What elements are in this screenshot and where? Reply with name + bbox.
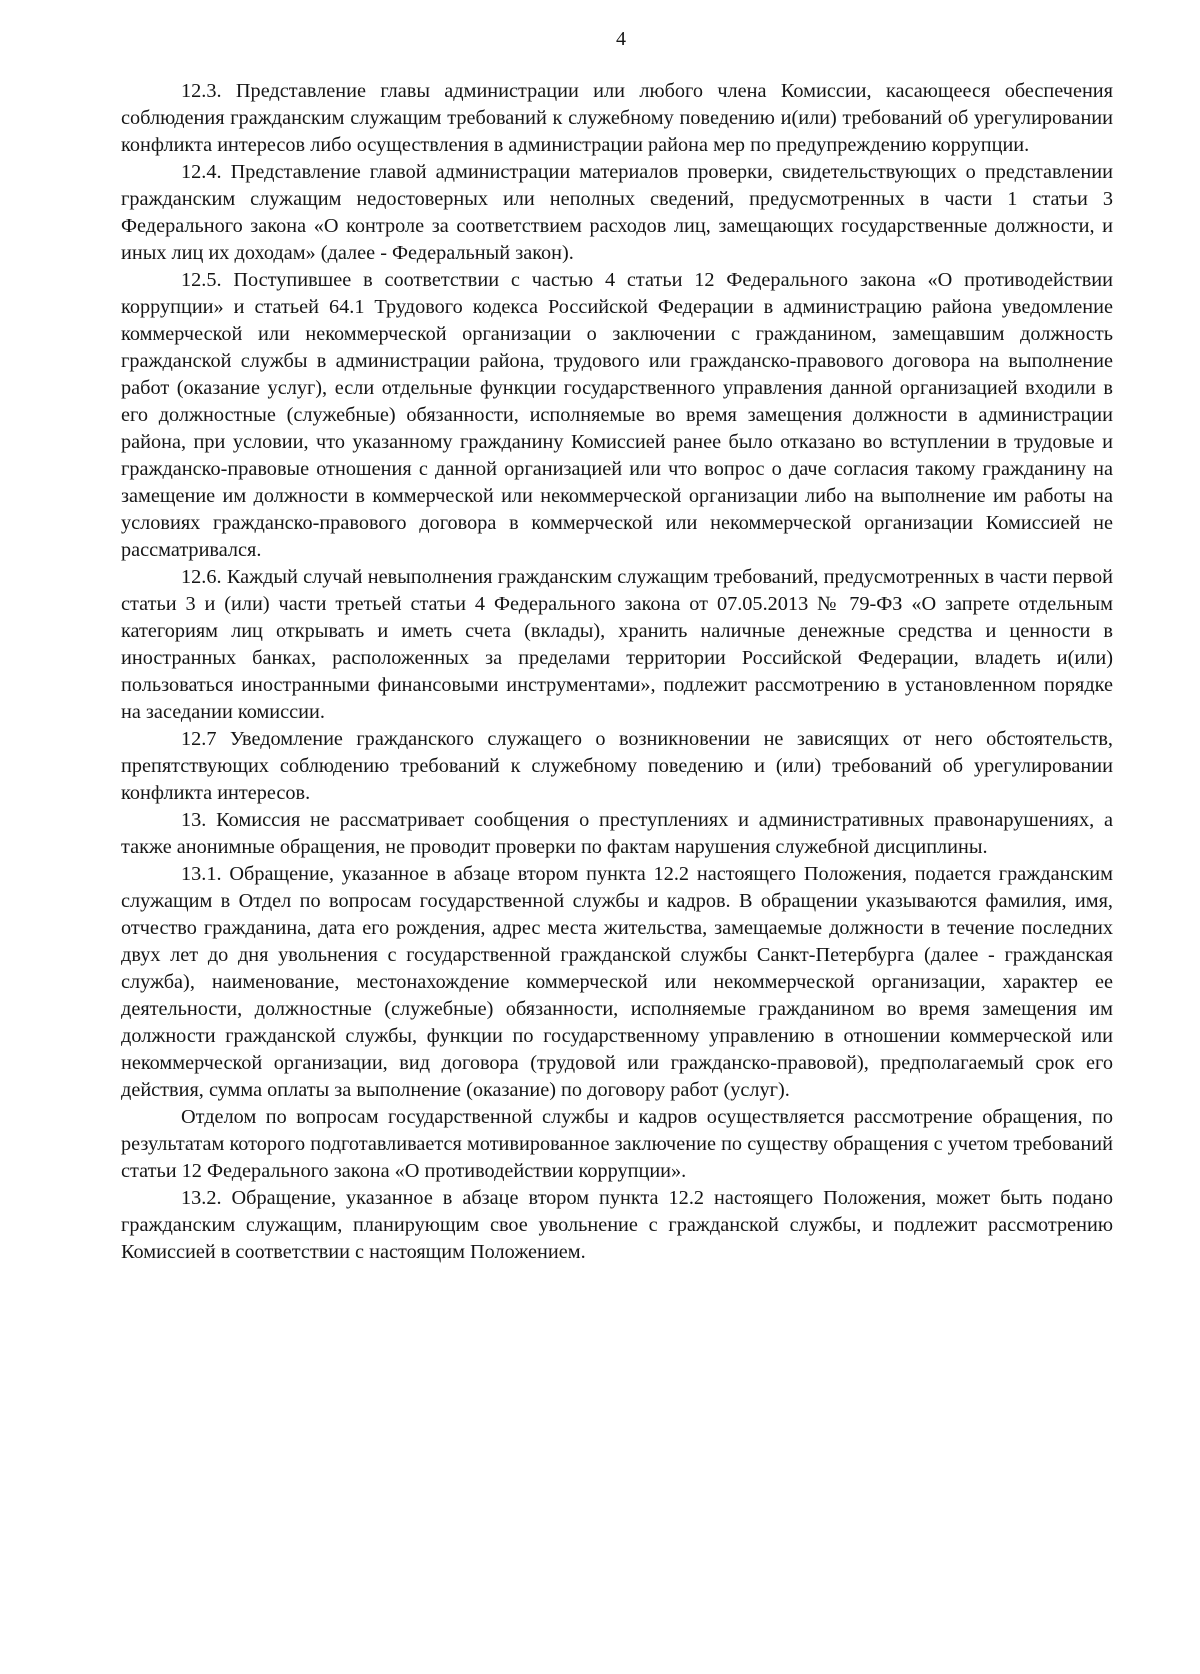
page-number: 4 bbox=[616, 28, 626, 50]
paragraph-12-4: 12.4. Представление главой администрации материалов проверки, свидетельствующих о представлении гражданским служащим недостоверных или неполных сведений, предусмотренных в части 1 статьи 3 Федерального закона «О контроле за соответствием расходов лиц, замещающих государственные должности, и иных лиц их доходам» (далее - Федеральный закон). bbox=[121, 161, 1113, 264]
paragraph-13-2: 13.2. Обращение, указанное в абзаце втором пункта 12.2 настоящего Положения, может быть подано гражданским служащим, планирующим свое увольнение с гражданской службы, и подлежит рассмотрению Комиссией в соответствии с настоящим Положением. bbox=[121, 1187, 1113, 1263]
paragraph-12-3: 12.3. Представление главы администрации или любого члена Комиссии, касающееся обеспечения соблюдения гражданским служащим требований к служебному поведению и(или) требований об урегулировании конфликта интересов либо осуществления в администрации района мер по предупреждению коррупции. bbox=[121, 80, 1113, 156]
paragraph-13-1-review: Отделом по вопросам государственной службы и кадров осуществляется рассмотрение обращения, по результатам которого подготавливается мотивированное заключение по существу обращения с учетом требований статьи 12 Федерального закона «О противодействии коррупции». bbox=[121, 1106, 1113, 1182]
paragraph-12-6: 12.6. Каждый случай невыполнения гражданским служащим требований, предусмотренных в части первой статьи 3 и (или) части третьей статьи 4 Федерального закона от 07.05.2013 № 79-ФЗ «О запрете отдельным категориям лиц открывать и иметь счета (вклады), хранить наличные денежные средства и ценности в иностранных банках, расположенных за пределами территории Российской Федерации, владеть и(или) пользоваться иностранными финансовыми инструментами», подлежит рассмотрению в установленном порядке на заседании комиссии. bbox=[121, 566, 1113, 723]
document-body bbox=[121, 78, 1113, 1266]
paragraph-13-1: 13.1. Обращение, указанное в абзаце втором пункта 12.2 настоящего Положения, подается гражданским служащим в Отдел по вопросам государственной службы и кадров. В обращении указываются фамилия, имя, отчество гражданина, дата его рождения, адрес места жительства, замещаемые должности в течение последних двух лет до дня увольнения с государственной гражданской службы Санкт-Петербурга (далее - гражданская служба), наименование, местонахождение коммерческой или некоммерческой организации, характер ее деятельности, должностные (служебные) обязанности, исполняемые гражданином во время замещения им должности гражданской службы, функции по государственному управлению в отношении коммерческой или некоммерческой организации, вид договора (трудовой или гражданско-правовой), предполагаемый срок его действия, сумма оплаты за выполнение (оказание) по договору работ (услуг). bbox=[121, 863, 1113, 1101]
paragraph-12-7: 12.7 Уведомление гражданского служащего о возникновении не зависящих от него обстоятельств, препятствующих соблюдению требований к служебному поведению и (или) требований об урегулировании конфликта интересов. bbox=[121, 728, 1113, 804]
paragraph-13: 13. Комиссия не рассматривает сообщения о преступлениях и административных правонарушениях, а также анонимные обращения, не проводит проверки по фактам нарушения служебной дисциплины. bbox=[121, 809, 1113, 858]
paragraph-12-5: 12.5. Поступившее в соответствии с частью 4 статьи 12 Федерального закона «О противодействии коррупции» и статьей 64.1 Трудового кодекса Российской Федерации в администрацию района уведомление коммерческой или некоммерческой организации о заключении с гражданином, замещавшим должность гражданской службы в администрации района, трудового или гражданско-правового договора на выполнение работ (оказание услуг), если отдельные функции государственного управления данной организацией входили в его должностные (служебные) обязанности, исполняемые во время замещения должности в администрации района, при условии, что указанному гражданину Комиссией ранее было отказано во вступлении в трудовые и гражданско-правовые отношения с данной организацией или что вопрос о даче согласия такому гражданину на замещение им должности в коммерческой или некоммерческой организации либо на выполнение им работы на условиях гражданско-правового договора в коммерческой или некоммерческой организации Комиссией не рассматривался. bbox=[121, 269, 1113, 561]
